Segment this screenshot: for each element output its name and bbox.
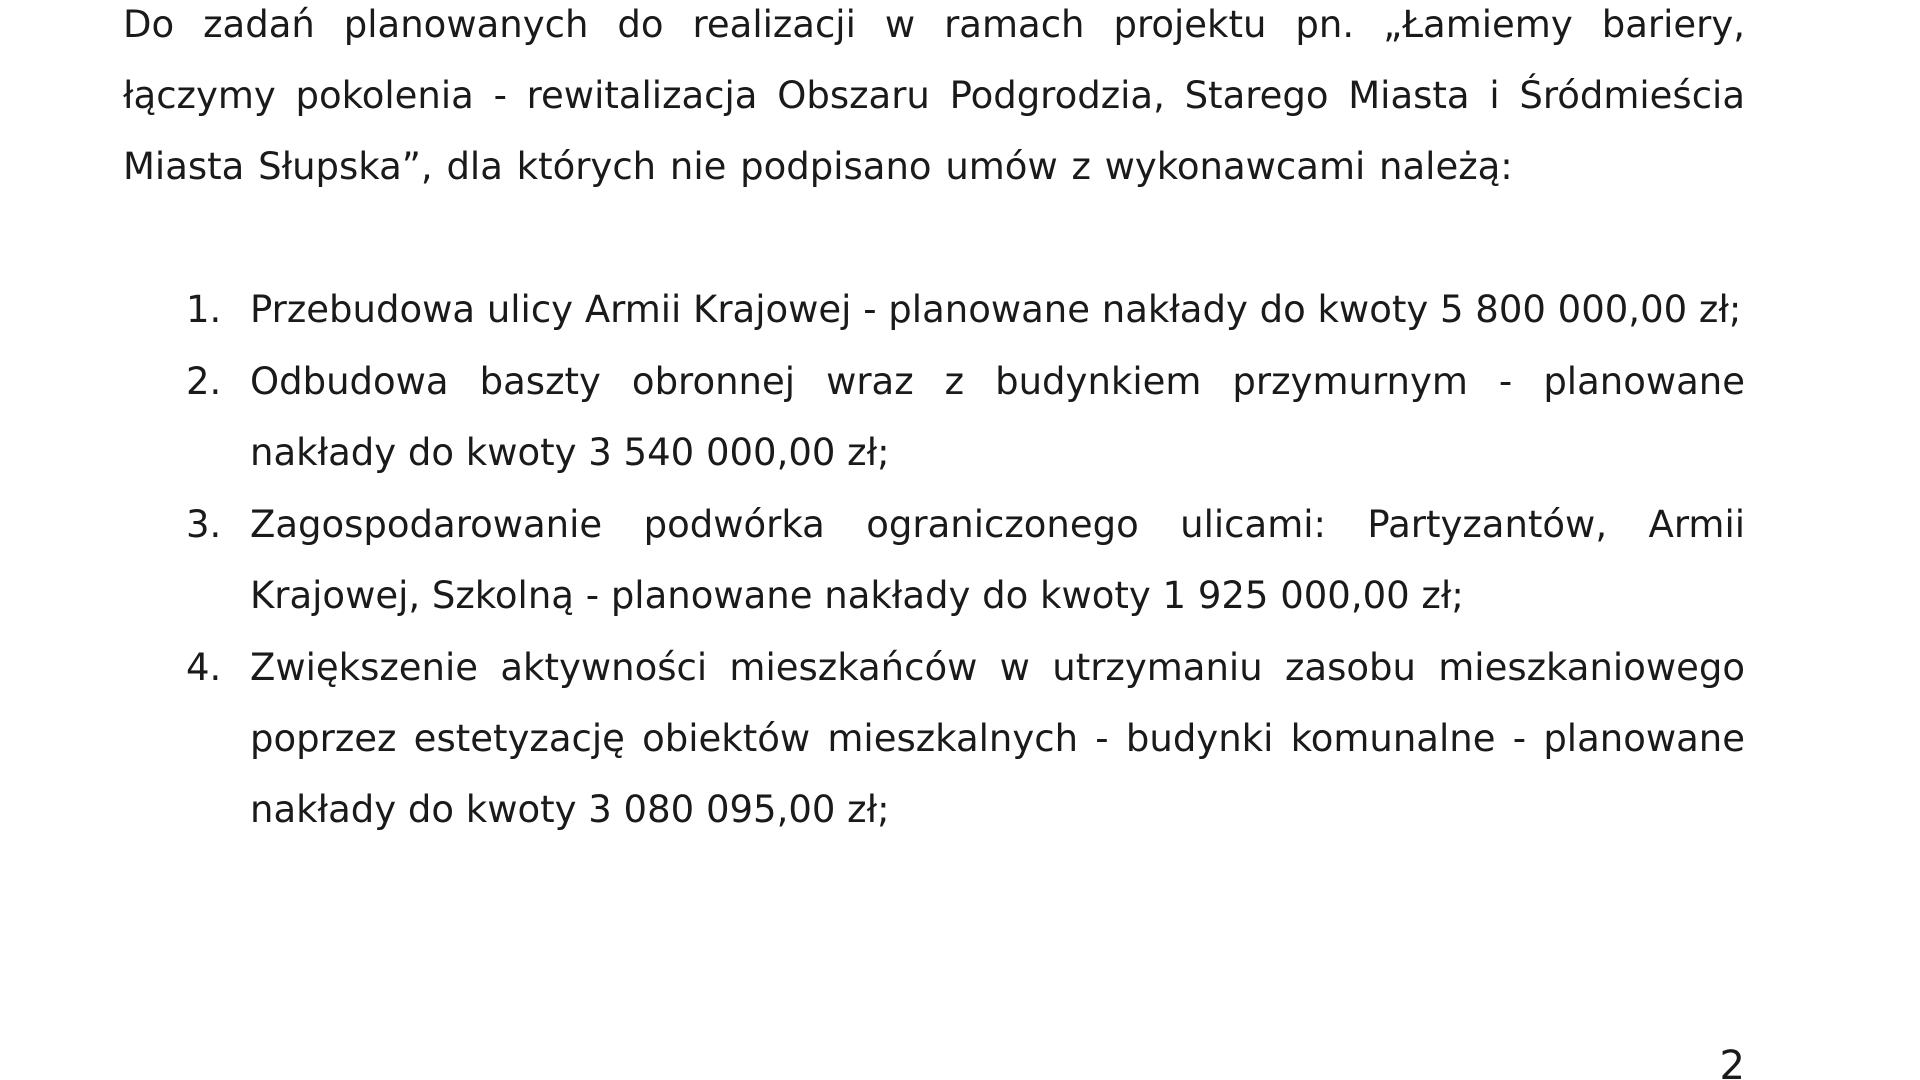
- list-item-number: 1.: [186, 288, 222, 331]
- page-number: 2: [1719, 1043, 1745, 1080]
- list-item-text: Odbudowa baszty obronnej wraz z budynkiem przymurnym - planowane nakłady do kwoty 3 540 000,00 zł;: [250, 360, 1745, 474]
- intro-paragraph: Do zadań planowanych do realizacji w ramach projektu pn. „Łamiemy bariery, łączymy pokolenia - rewitalizacja Obszaru Podgrodzia, Starego Miasta i Śródmieścia Miasta Słupska”, dla których nie podpisano umów z wykonawcami należą:: [123, 3, 1745, 188]
- list-item-text: Zwiększenie aktywności mieszkańców w utrzymaniu zasobu mieszkaniowego poprzez estetyzację obiektów mieszkalnych - budynki komunalne - planowane nakłady do kwoty 3 080 095,00 zł;: [250, 646, 1745, 831]
- list-item-number: 3.: [186, 503, 222, 546]
- list-item: [186, 632, 1745, 845]
- list-item: [186, 489, 1745, 631]
- list-item: [186, 274, 1745, 345]
- list-item-number: 4.: [186, 646, 222, 689]
- document-page: [123, 0, 1745, 1080]
- list-item-text: Przebudowa ulicy Armii Krajowej - planowane nakłady do kwoty 5 800 000,00 zł;: [250, 288, 1742, 331]
- list-item-text: Zagospodarowanie podwórka ograniczonego ulicami: Partyzantów, Armii Krajowej, Szkolną - planowane nakłady do kwoty 1 925 000,00 zł;: [250, 503, 1745, 617]
- list-item-number: 2.: [186, 360, 222, 403]
- task-list: [186, 274, 1745, 846]
- list-item: [186, 346, 1745, 488]
